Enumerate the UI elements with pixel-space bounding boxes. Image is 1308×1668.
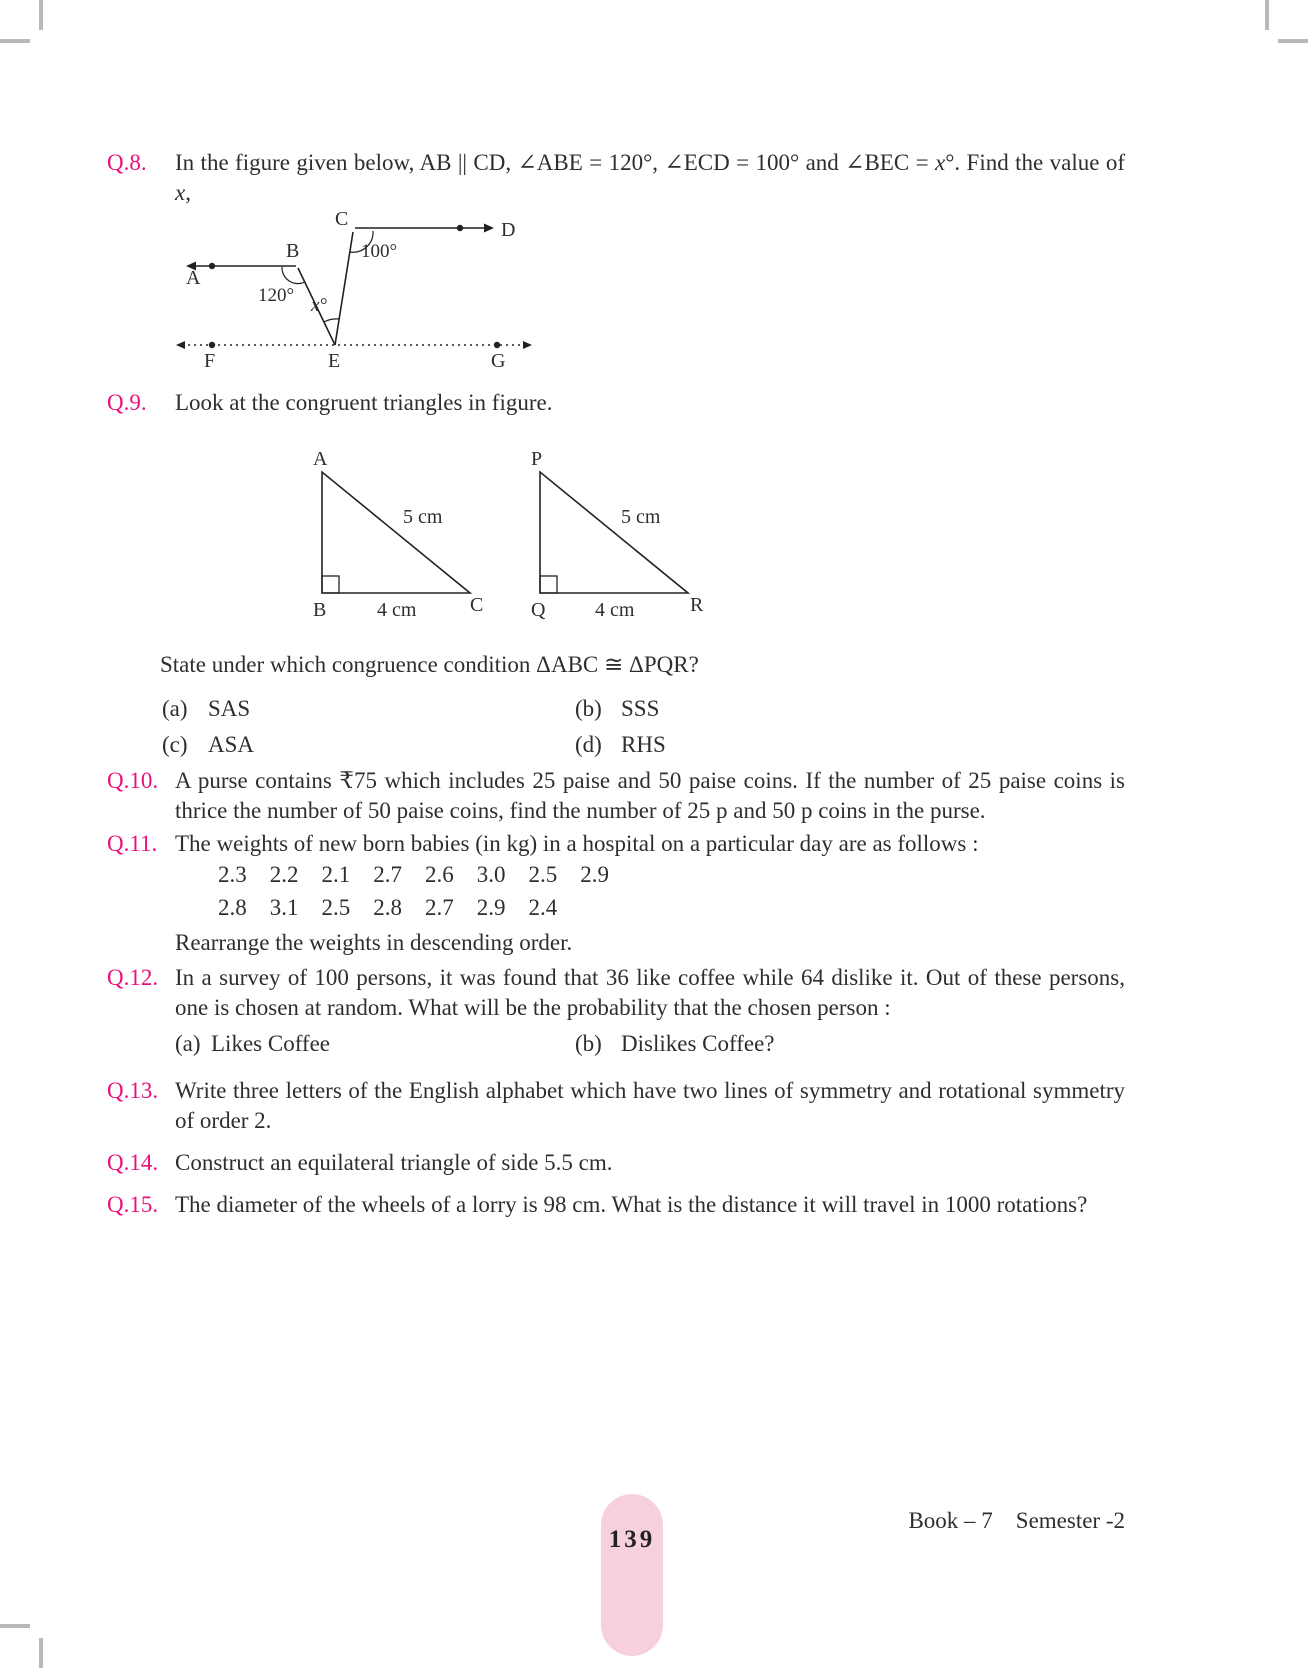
footer-book-info: Book – 7 Semester -2 (908, 1508, 1125, 1533)
crop-mark-top-left-vertical (39, 0, 43, 30)
figure-q9-congruent-triangles (285, 450, 725, 625)
label-c: C (470, 594, 484, 616)
option-key: (c) (162, 732, 188, 757)
figure-q8-parallel-lines (170, 205, 540, 370)
label-b: B (286, 240, 300, 262)
option-text: ASA (208, 732, 255, 757)
label-base-right: 4 cm (595, 599, 635, 621)
question-9-text: Look at the congruent triangles in figure. (175, 390, 553, 415)
option-key: (b) (575, 1031, 602, 1056)
question-15 (107, 1190, 1125, 1220)
arrowhead-d (484, 224, 494, 233)
crop-mark-bottom-left-horizontal (0, 1624, 30, 1628)
question-14-text: Construct an equilateral triangle of side 5.5 cm. (175, 1150, 613, 1175)
label-q: Q (531, 599, 546, 621)
right-angle-mark-q (540, 576, 557, 593)
question-11 (107, 829, 1125, 859)
option-key: (d) (575, 732, 602, 757)
label-a: A (186, 267, 201, 289)
question-15-text: The diameter of the wheels of a lorry is 98 cm. What is the distance it will travel in 1000 rotations? (175, 1192, 1088, 1217)
question-11-weights-row-2: 2.8 3.1 2.5 2.8 2.7 2.9 2.4 (218, 895, 558, 920)
arrowhead-g-end (523, 341, 532, 349)
question-11-weights-row-1: 2.3 2.2 2.1 2.7 2.6 3.0 2.5 2.9 (218, 862, 609, 887)
question-12-label: Q.12. (107, 965, 159, 990)
question-8-text: In the figure given below, AB || CD, ∠ABE = 120°, ∠ECD = 100° and ∠BEC = x°. Find the value of x, (175, 150, 1125, 205)
crop-mark-top-left-horizontal (0, 39, 30, 43)
label-d: D (501, 219, 516, 241)
label-g: G (491, 350, 506, 370)
question-15-label: Q.15. (107, 1192, 159, 1217)
question-9-option-a (162, 696, 250, 722)
option-text: SSS (621, 696, 660, 721)
question-9-statement: State under which congruence condition ΔABC ≅ ΔPQR? (160, 652, 699, 677)
question-9-label: Q.9. (107, 390, 147, 415)
option-key: (a) (162, 696, 188, 721)
option-text: Dislikes Coffee? (621, 1031, 775, 1056)
question-11-outro: Rearrange the weights in descending order. (175, 930, 573, 955)
question-8 (107, 148, 1125, 208)
point-g (494, 342, 500, 348)
label-base-left: 4 cm (377, 599, 417, 621)
label-angle-x: x° (311, 295, 328, 316)
label-a: A (313, 450, 328, 470)
label-r: R (690, 594, 704, 616)
option-key: (a) (175, 1031, 201, 1056)
label-p: P (531, 450, 543, 470)
label-c: C (335, 208, 349, 230)
crop-mark-top-right-horizontal (1278, 39, 1308, 43)
question-11-intro: The weights of new born babies (in kg) in a hospital on a particular day are as follows : (175, 831, 979, 856)
question-8-label: Q.8. (107, 150, 147, 175)
question-14-label: Q.14. (107, 1150, 159, 1175)
option-text: Likes Coffee (211, 1031, 331, 1056)
arrowhead-f-end (176, 341, 185, 349)
right-angle-mark-b (322, 576, 339, 593)
question-10-label: Q.10. (107, 768, 159, 793)
question-13-label: Q.13. (107, 1078, 159, 1103)
question-12-option-a (175, 1031, 330, 1057)
label-b: B (313, 599, 327, 621)
label-f: F (204, 350, 216, 370)
label-e: E (328, 350, 341, 370)
label-hyp-left: 5 cm (403, 506, 443, 528)
question-12-text: In a survey of 100 persons, it was found that 36 like coffee while 64 dislike it. Out of these persons, one is chosen at random. What will be the probability that the chosen person : (175, 965, 1125, 1020)
label-angle-120: 120° (258, 285, 295, 306)
question-10-text: A purse contains ₹75 which includes 25 paise and 50 paise coins. If the number of 25 paise coins is thrice the number of 50 paise coins, find the number of 25 p and 50 p coins in the purse. (175, 768, 1125, 823)
question-14 (107, 1148, 1125, 1178)
label-hyp-right: 5 cm (621, 506, 661, 528)
option-text: RHS (621, 732, 666, 757)
question-9-option-d (575, 732, 666, 758)
question-10 (107, 766, 1125, 826)
question-11-label: Q.11. (107, 831, 158, 856)
question-13-text: Write three letters of the English alphabet which have two lines of symmetry and rotational symmetry of order 2. (175, 1078, 1125, 1133)
page-number: 139 (608, 1526, 656, 1553)
point-on-ab (209, 263, 215, 269)
crop-mark-top-right-vertical (1265, 0, 1269, 30)
page-number-pill (601, 1494, 663, 1656)
option-text: SAS (208, 696, 251, 721)
crop-mark-bottom-left-vertical (39, 1638, 43, 1668)
question-12-option-b (575, 1031, 775, 1057)
question-12 (107, 963, 1125, 1023)
point-f (209, 342, 215, 348)
label-angle-100: 100° (361, 241, 398, 262)
angle-arc-e (324, 319, 339, 322)
point-on-cd (457, 225, 463, 231)
question-9-option-c (162, 732, 254, 758)
option-key: (b) (575, 696, 602, 721)
question-9-option-b (575, 696, 659, 722)
question-13 (107, 1076, 1125, 1136)
question-9 (107, 388, 1125, 418)
